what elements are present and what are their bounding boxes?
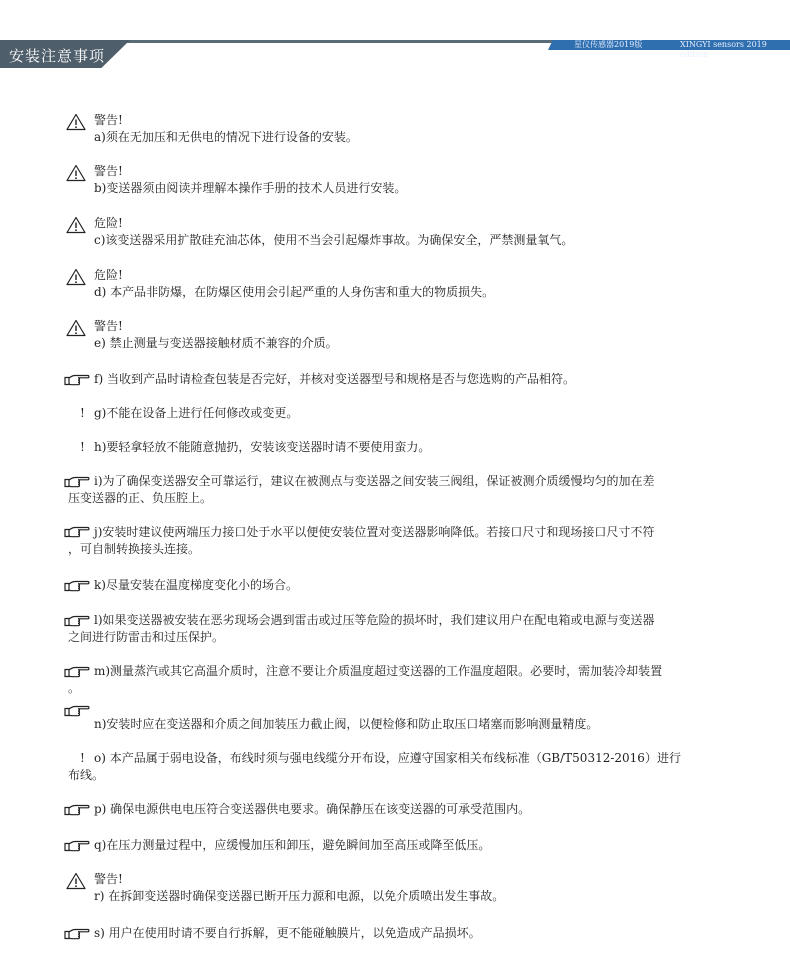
pointing-hand-icon [64, 373, 90, 387]
exclamation-icon: ! [80, 751, 85, 765]
notice-text: n)安装时应在变送器和介质之间加装压力截止阀，以便检修和防止取压口堵塞而影响测量精度。 [94, 717, 599, 731]
notice-text: s) 用户在使用时请不要自行拆解，更不能碰触膜片，以免造成产品损坏。 [94, 926, 481, 940]
notice-text: j)安装时建议使两端压力接口处于水平以便使安装位置对变送器影响降低。若接口尺寸和现场接口尺寸不符 [94, 525, 655, 539]
warning-triangle-icon [66, 216, 86, 234]
notice-heading: 警告! [94, 113, 123, 127]
notice-item [68, 612, 655, 646]
pointing-hand-icon [64, 525, 90, 539]
edition-label-cn: 星仪传感器2019版 [574, 40, 643, 49]
pointing-hand-icon [64, 665, 90, 679]
notice-item [94, 871, 504, 905]
notice-heading: 危险! [94, 216, 123, 230]
notice-text-continued: 。 [68, 681, 81, 695]
notice-text-continued: 压变送器的正、负压腔上。 [68, 491, 213, 505]
warning-triangle-icon [66, 164, 86, 182]
notice-text: g)不能在设备上进行任何修改或变更。 [94, 406, 299, 420]
notice-item [94, 439, 430, 456]
notice-item [94, 925, 481, 942]
notice-text: d) 本产品非防爆，在防爆区使用会引起严重的人身伤害和重大的物质损失。 [94, 285, 495, 299]
notice-item [68, 473, 655, 507]
notice-text-continued: 布线。 [68, 768, 105, 782]
notice-heading: 危险! [94, 268, 123, 282]
notice-item [94, 716, 598, 733]
notice-item [68, 750, 681, 784]
exclamation-icon: ! [80, 440, 85, 454]
notice-heading: 警告! [94, 872, 123, 886]
notice-text: p) 确保电源供电电压符合变送器供电要求。确保静压在该变送器的可承受范围内。 [94, 802, 531, 816]
notice-text: q)在压力测量过程中，应缓慢加压和卸压，避免瞬间加至高压或降至低压。 [94, 838, 491, 852]
notice-text: f) 当收到产品时请检查包装是否完好，并核对变送器型号和规格是否与您选购的产品相符。 [94, 372, 575, 386]
notice-text: m)测量蒸汽或其它高温介质时，注意不要让介质温度超过变送器的工作温度超限。必要时，需加装冷却装置 [94, 664, 663, 678]
notice-item [68, 524, 655, 558]
notice-item [94, 405, 298, 422]
pointing-hand-icon [64, 579, 90, 593]
notice-text: r) 在拆卸变送器时确保变送器已断开压力源和电源，以免介质喷出发生事故。 [94, 889, 505, 903]
notice-text: e) 禁止测量与变送器接触材质不兼容的介质。 [94, 336, 338, 350]
notice-item [94, 371, 575, 388]
notice-item [94, 163, 406, 197]
notice-heading: 警告! [94, 164, 123, 178]
warning-triangle-icon [66, 268, 86, 286]
notice-text: i)为了确保变送器安全可靠运行，建议在被测点与变送器之间安装三阀组，保证被测介质缓慢均匀的加在差 [94, 474, 655, 488]
warning-triangle-icon [66, 319, 86, 337]
notice-text-continued: ，可自制转换接头连接。 [68, 542, 201, 556]
pointing-hand-icon [64, 927, 90, 941]
pointing-hand-icon [64, 803, 90, 817]
pointing-hand-icon [64, 475, 90, 489]
pointing-hand-icon [64, 839, 90, 853]
notice-text: b)变送器须由阅读并理解本操作手册的技术人员进行安装。 [94, 181, 407, 195]
exclamation-icon: ! [80, 406, 85, 420]
warning-triangle-icon [66, 113, 86, 131]
pointing-hand-icon [64, 704, 90, 718]
notice-item [68, 663, 663, 697]
notice-item [94, 577, 298, 594]
notice-text: a)须在无加压和无供电的情况下进行设备的安装。 [94, 130, 358, 144]
notice-text: c)该变送器采用扩散硅充油芯体，使用不当会引起爆炸事故。为确保安全，严禁测量氧气。 [94, 233, 574, 247]
notice-heading: 警告! [94, 319, 123, 333]
notice-item [94, 112, 358, 146]
notice-text: o) 本产品属于弱电设备，布线时须与强电线缆分开布设，应遵守国家相关布线标准（GB/T50312-2016）进行 [94, 751, 681, 765]
notice-item [94, 801, 530, 818]
warning-triangle-icon [66, 872, 86, 890]
pointing-hand-icon [64, 614, 90, 628]
notice-text: l)如果变送器被安装在恶劣现场会遇到雷击或过压等危险的损坏时，我们建议用户在配电箱或电源与变送器 [94, 613, 655, 627]
notice-text-continued: 之间进行防雷击和过压保护。 [68, 630, 225, 644]
page-title: 安装注意事项 [9, 47, 106, 65]
notice-item [94, 837, 490, 854]
notice-item [94, 267, 494, 301]
notice-text: k)尽量安装在温度梯度变化小的场合。 [94, 578, 298, 592]
notice-text: h)要轻拿轻放不能随意抛扔，安装该变送器时请不要使用蛮力。 [94, 440, 431, 454]
edition-label-en: XINGYI sensors 2019 edition [680, 40, 767, 59]
notice-item [94, 215, 573, 249]
notice-item [94, 318, 338, 352]
